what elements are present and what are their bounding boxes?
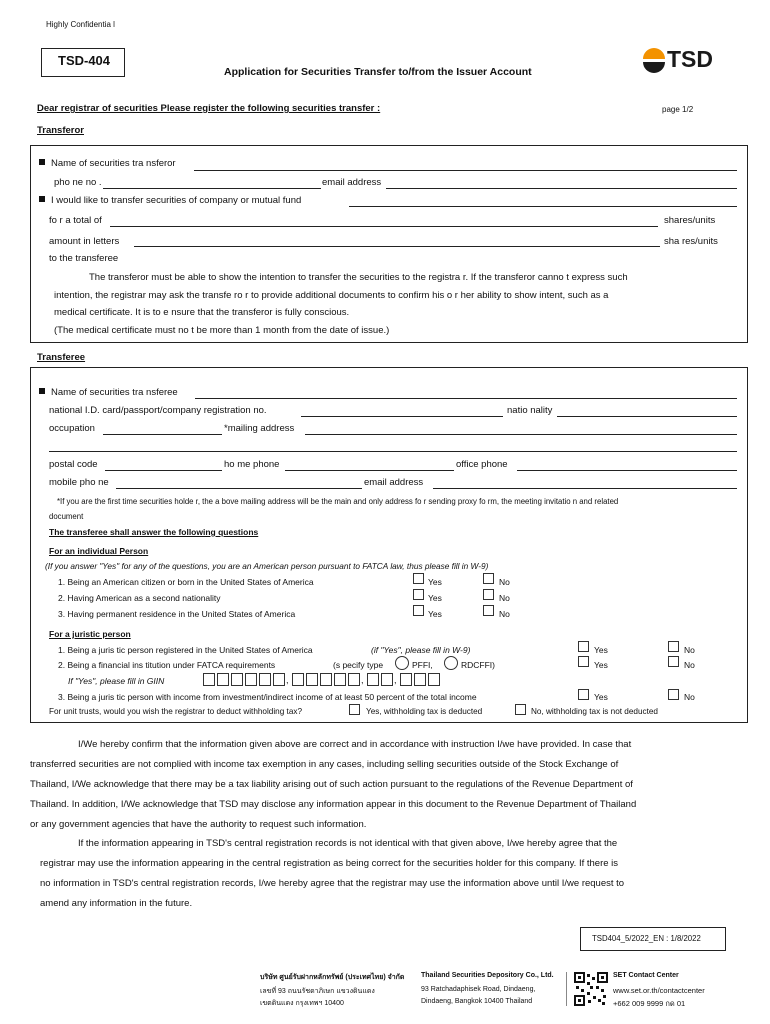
- giin-char-box[interactable]: [306, 673, 318, 686]
- tsd-logo: [641, 46, 721, 74]
- declaration-p1-line3: Thailand, I/We acknowledge that there may be a tax liability arising out of such action pursuant to the regulations of the Revenue Department of: [30, 779, 633, 790]
- giin-separator: ,: [286, 675, 289, 685]
- no-label: No: [684, 692, 695, 702]
- bullet-icon: [39, 159, 45, 165]
- nationality-field[interactable]: [557, 416, 737, 417]
- juristic-q3-no-checkbox[interactable]: [668, 689, 679, 700]
- postal-code-field[interactable]: [105, 470, 222, 471]
- individual-q3: 3. Having permanent residence in the United States of America: [58, 609, 296, 619]
- individual-q1: 1. Being an American citizen or born in the United States of America: [58, 577, 314, 587]
- footer-thai-address-1: เลขที่ 93 ถนนรัชดาภิเษก แขวงดินแดง: [260, 988, 375, 995]
- giin-label: If "Yes", please fill in GIIN: [68, 676, 165, 686]
- transferee-name-field[interactable]: [195, 398, 737, 399]
- declaration-p1-line4: Thailand. In addition, I/We acknowledge that TSD may disclose any information appear in this document to the Revenue Department of Thailand: [30, 799, 637, 810]
- footer-contact-title: SET Contact Center: [613, 972, 679, 979]
- footer-thai-address-2: เขตดินแดง กรุงเทพฯ 10400: [260, 1000, 344, 1007]
- giin-char-box[interactable]: [414, 673, 426, 686]
- transferee-heading: Transferee: [37, 352, 86, 363]
- transferor-note-2: intention, the registrar may ask the transfe ro r to provide additional documents to confirm his o r her ability to show intent, such as a: [54, 290, 609, 301]
- transferor-email-field[interactable]: [386, 188, 737, 189]
- rdcffi-radio[interactable]: [444, 656, 458, 670]
- yes-label: Yes: [594, 645, 608, 655]
- yes-label: Yes: [428, 577, 442, 587]
- transferor-total-label: fo r a total of: [49, 215, 102, 226]
- transferor-amount-field[interactable]: [134, 246, 660, 247]
- pffi-radio[interactable]: [395, 656, 409, 670]
- giin-char-box[interactable]: [381, 673, 393, 686]
- office-phone-field[interactable]: [517, 470, 737, 471]
- pffi-label: PFFI,: [412, 660, 433, 670]
- form-code: TSD-404: [58, 53, 111, 68]
- version-label: TSD404_5/2022_EN : 1/8/2022: [592, 934, 701, 943]
- yes-label: Yes: [428, 609, 442, 619]
- juristic-q3-yes-checkbox[interactable]: [578, 689, 589, 700]
- declaration-p2-line3: no information in TSD's central registration records, I/we hereby agree that the registrar may use the information above until I/we request to: [40, 878, 625, 889]
- transferor-phone-label: pho ne no .: [54, 177, 102, 188]
- transferor-company-field[interactable]: [349, 206, 737, 207]
- footer-en-address-2: Dindaeng, Bangkok 10400 Thailand: [421, 998, 533, 1005]
- unit-trust-yes-checkbox[interactable]: [349, 704, 360, 715]
- greeting: Dear registrar of securities Please register the following securities transfer :: [37, 103, 381, 114]
- juristic-q1-yes-checkbox[interactable]: [578, 641, 589, 652]
- specify-type-label: (s pecify type: [333, 660, 384, 670]
- footer-thai-company: บริษัท ศูนย์รับฝากหลักทรัพย์ (ประเทศไทย) จำกัด: [260, 974, 405, 981]
- juristic-q1-note: (if "Yes", please fill in W-9): [371, 645, 471, 655]
- transferee-email-label: email address: [364, 477, 424, 488]
- shares-units-label-2: sha res/units: [664, 236, 718, 247]
- individual-q2: 2. Having American as a second nationality: [58, 593, 221, 603]
- giin-char-box[interactable]: [292, 673, 304, 686]
- giin-char-box[interactable]: [334, 673, 346, 686]
- mobile-phone-label: mobile pho ne: [49, 477, 109, 488]
- mailing-address-field[interactable]: [305, 434, 737, 435]
- giin-separator: ,: [361, 675, 364, 685]
- no-label: No: [684, 660, 695, 670]
- nationality-label: natio nality: [507, 405, 553, 416]
- unit-trust-yes-label: Yes, withholding tax is deducted: [366, 707, 483, 716]
- bullet-icon: [39, 388, 45, 394]
- footer-contact-web: www.set.or.th/contactcenter: [613, 986, 705, 995]
- mailing-address-field-2[interactable]: [49, 451, 737, 452]
- giin-char-box[interactable]: [231, 673, 243, 686]
- logo-text: TSD: [667, 46, 713, 72]
- giin-char-box[interactable]: [203, 673, 215, 686]
- juristic-q1-no-checkbox[interactable]: [668, 641, 679, 652]
- transferee-id-label: national I.D. card/passport/company registration no.: [49, 405, 267, 416]
- transferor-note-3: medical certificate. It is to e nsure that the transferor is fully conscious.: [54, 307, 350, 318]
- individual-note: (If you answer "Yes" for any of the questions, you are an American person pursuant to FATCA law, thus please fill in W-9): [45, 561, 489, 571]
- rdcffi-label: RDCFFI): [461, 660, 495, 670]
- giin-char-box[interactable]: [320, 673, 332, 686]
- individual-q1-no-checkbox[interactable]: [483, 573, 494, 584]
- giin-char-box[interactable]: [217, 673, 229, 686]
- giin-char-box[interactable]: [273, 673, 285, 686]
- mailing-footnote-2: document: [49, 512, 84, 521]
- juristic-q3: 3. Being a juris tic person with income from investment/indirect income of at least 50 percent of the total income: [58, 692, 477, 702]
- individual-q3-yes-checkbox[interactable]: [413, 605, 424, 616]
- home-phone-field[interactable]: [285, 470, 454, 471]
- postal-code-label: postal code: [49, 459, 98, 470]
- transferor-note-4: (The medical certificate must no t be more than 1 month from the date of issue.): [54, 325, 390, 336]
- giin-char-box[interactable]: [367, 673, 379, 686]
- no-label: No: [684, 645, 695, 655]
- to-transferee-label: to the transferee: [49, 253, 119, 264]
- transferor-total-field[interactable]: [110, 226, 658, 227]
- declaration-p1-line2: transferred securities are not complied with income tax exemption in any cases, including selling securities outside of the Stock Exchange of: [30, 759, 619, 770]
- juristic-q2: 2. Being a financial ins titution under FATCA requirements: [58, 660, 276, 670]
- transferee-email-field[interactable]: [433, 488, 737, 489]
- transferor-heading: Transferor: [37, 125, 84, 136]
- shares-units-label: shares/units: [664, 215, 716, 226]
- juristic-heading: For a juristic person: [49, 629, 131, 639]
- questions-heading: The transferee shall answer the following questions: [49, 527, 259, 537]
- declaration-p2-line4: amend any information in the future.: [40, 898, 193, 909]
- declaration-p1-line1: I/We hereby confirm that the information given above are correct and in accordance with instruction I/we have provided. In case that: [78, 739, 632, 750]
- unit-trust-question: For unit trusts, would you wish the registrar to deduct withholding tax?: [49, 707, 303, 716]
- juristic-q2-no-checkbox[interactable]: [668, 656, 679, 667]
- transferor-name-label: Name of securities tra nsferor: [51, 158, 176, 169]
- declaration-p2-line1: If the information appearing in TSD's central registration records is not identical with that given above, I/we hereby agree that the: [78, 838, 618, 849]
- declaration-p2-line2: registrar may use the information appearing in the central registration as being correct for the securities holder for this company. If there is: [40, 858, 619, 869]
- no-label: No: [499, 609, 510, 619]
- occupation-label: occupation: [49, 423, 95, 434]
- transferor-amount-label: amount in letters: [49, 236, 120, 247]
- yes-label: Yes: [594, 660, 608, 670]
- bullet-icon: [39, 196, 45, 202]
- office-phone-label: office phone: [456, 459, 508, 470]
- footer-en-address-1: 93 Ratchadaphisek Road, Dindaeng,: [421, 986, 536, 993]
- individual-q2-yes-checkbox[interactable]: [413, 589, 424, 600]
- no-label: No: [499, 577, 510, 587]
- individual-heading: For an individual Person: [49, 546, 149, 556]
- footer-divider: [566, 972, 567, 1006]
- transferee-id-field[interactable]: [301, 416, 503, 417]
- individual-q3-no-checkbox[interactable]: [483, 605, 494, 616]
- transferor-phone-field[interactable]: [103, 188, 321, 189]
- home-phone-label: ho me phone: [224, 459, 280, 470]
- individual-q1-yes-checkbox[interactable]: [413, 573, 424, 584]
- giin-char-box[interactable]: [259, 673, 271, 686]
- qr-code-icon: [574, 972, 608, 1006]
- confidential-label: Highly Confidentia l: [46, 20, 115, 29]
- occupation-field[interactable]: [103, 434, 222, 435]
- giin-char-box[interactable]: [400, 673, 412, 686]
- transferor-company-label: I would like to transfer securities of company or mutual fund: [51, 195, 302, 206]
- tsd-logo-icon: [641, 47, 667, 73]
- mailing-address-label: *mailing address: [224, 423, 295, 434]
- juristic-q1: 1. Being a juris tic person registered in the United States of America: [58, 645, 313, 655]
- transferor-email-label: email address: [322, 177, 382, 188]
- mobile-phone-field[interactable]: [116, 488, 362, 489]
- footer-contact-phone: +662 009 9999 กด 01: [613, 999, 686, 1008]
- footer-en-company: Thailand Securities Depository Co., Ltd.: [421, 972, 554, 979]
- transferee-name-label: Name of securities tra nsferee: [51, 387, 178, 398]
- declaration-p1-line5: or any government agencies that have the authority to request such information.: [30, 819, 367, 830]
- page-number: page 1/2: [662, 105, 694, 114]
- no-label: No: [499, 593, 510, 603]
- yes-label: Yes: [428, 593, 442, 603]
- giin-separator: ,: [394, 675, 397, 685]
- giin-char-box[interactable]: [245, 673, 257, 686]
- giin-char-box[interactable]: [348, 673, 360, 686]
- giin-char-box[interactable]: [428, 673, 440, 686]
- juristic-q2-yes-checkbox[interactable]: [578, 656, 589, 667]
- individual-q2-no-checkbox[interactable]: [483, 589, 494, 600]
- mailing-footnote-1: *If you are the first time securities holde r, the a bove mailing address will be the main and only address fo r sending proxy fo rm, the meeting invitatio n and related: [57, 497, 619, 506]
- unit-trust-no-checkbox[interactable]: [515, 704, 526, 715]
- transferor-note-1: The transferor must be able to show the intention to transfer the securities to the registra r. If the transferor canno t express such: [89, 272, 628, 283]
- yes-label: Yes: [594, 692, 608, 702]
- transferor-name-field[interactable]: [194, 170, 737, 171]
- unit-trust-no-label: No, withholding tax is not deducted: [531, 707, 658, 716]
- page-title: Application for Securities Transfer to/from the Issuer Account: [224, 66, 532, 78]
